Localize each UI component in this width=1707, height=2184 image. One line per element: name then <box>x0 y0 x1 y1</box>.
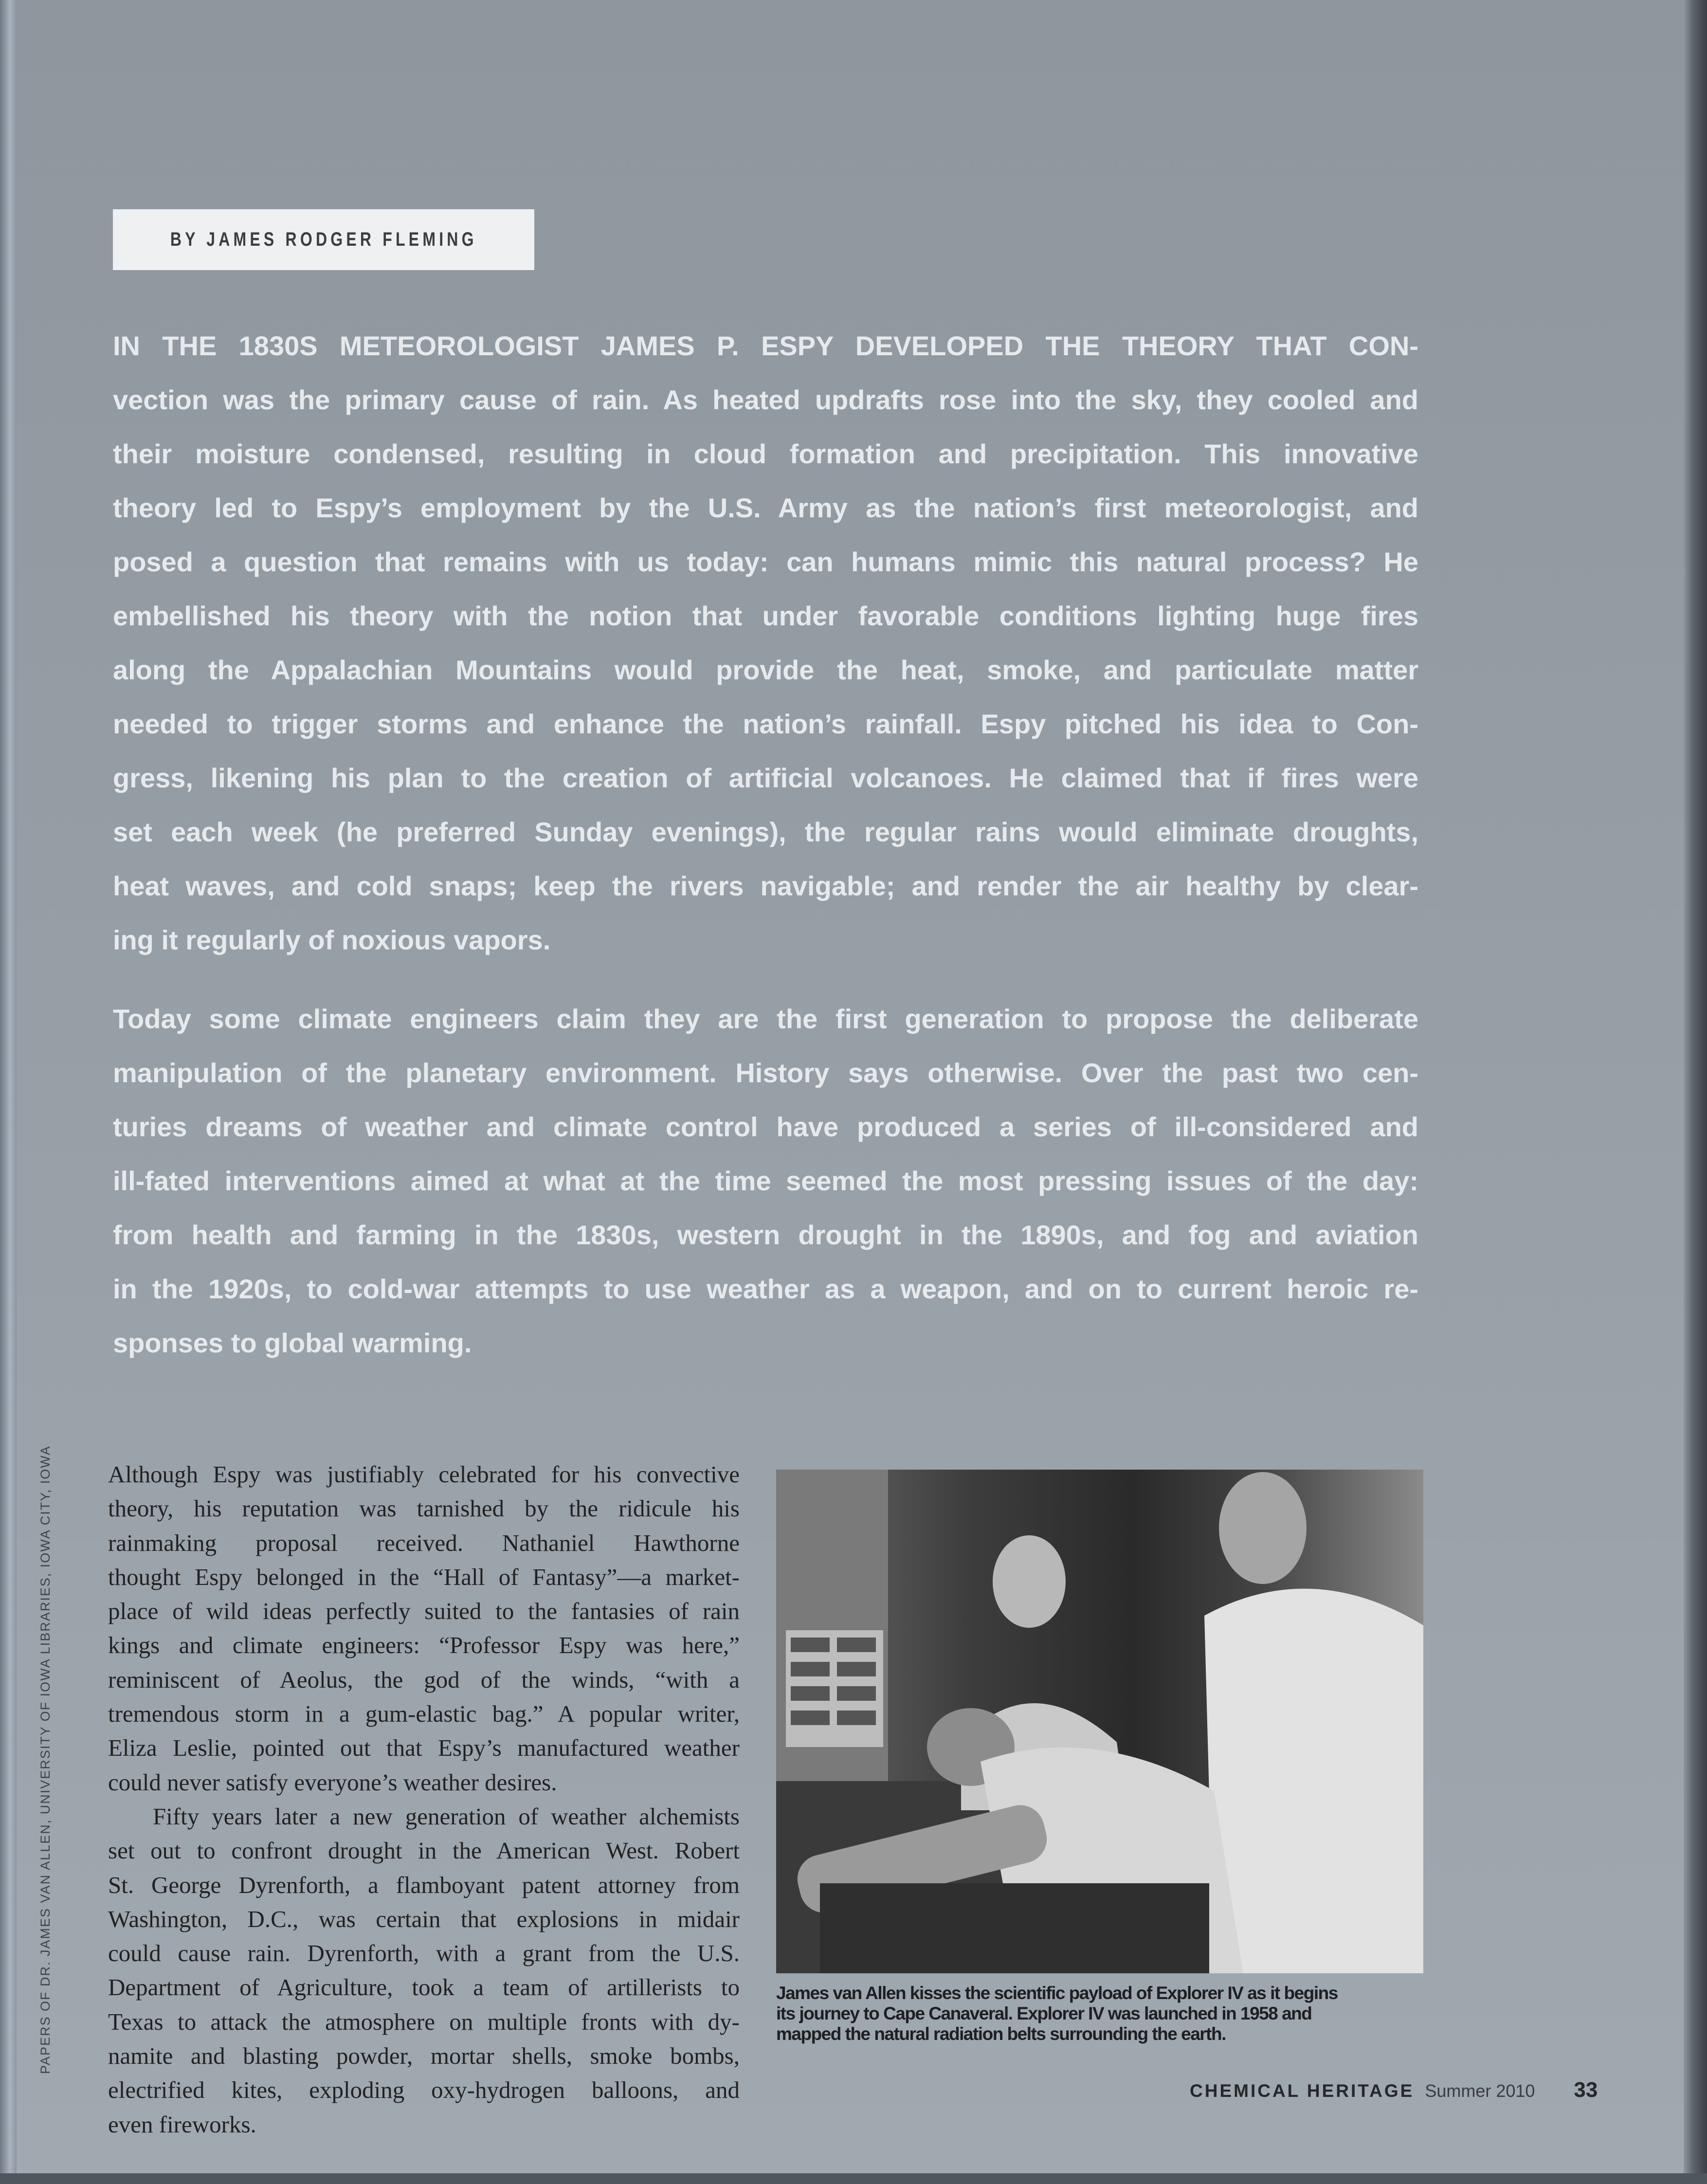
caption-line: mapped the natural radiation belts surrounding the earth. <box>776 2024 1226 2044</box>
text-line: Fifty years later a new generation of weather alchemists <box>153 1802 740 1830</box>
text-line: reminiscent of Aeolus, the god of the winds, “with a <box>108 1666 740 1693</box>
byline: BY JAMES RODGER FLEMING <box>170 229 477 250</box>
text-line: namite and blasting powder, mortar shells, smoke bombs, <box>108 2042 740 2070</box>
text-line: kings and climate engineers: “Professor Espy was here,” <box>108 1632 740 1659</box>
text-line: set out to confront drought in the American West. Robert <box>108 1837 740 1864</box>
photo-caption <box>776 1983 1418 2044</box>
text-line: could never satisfy everyone’s weather desires. <box>108 1768 557 1796</box>
text-line: ill-fated interventions aimed at what at the time seemed the most pressing issues of the day: <box>113 1165 1418 1196</box>
page-footer <box>1190 2078 1598 2107</box>
photo-credit: PAPERS OF DR. JAMES VAN ALLEN, UNIVERSITY OF IOWA LIBRARIES, IOWA CITY, IOWA <box>38 1445 53 2074</box>
page-edge <box>1684 0 1707 2184</box>
page-edge-bottom <box>0 2173 1707 2184</box>
binding-gutter <box>0 0 17 2184</box>
text-line: electrified kites, exploding oxy-hydrogen balloons, and <box>108 2076 740 2104</box>
text-line: place of wild ideas perfectly suited to the fantasies of rain <box>108 1598 740 1625</box>
text-line: could cause rain. Dyrenforth, with a grant from the U.S. <box>108 1940 740 1967</box>
text-line: sponses to global warming. <box>113 1328 472 1358</box>
text-line: thought Espy belonged in the “Hall of Fantasy”—a market- <box>108 1563 740 1590</box>
text-line: manipulation of the planetary environment. History says otherwise. Over the past two cen- <box>113 1057 1418 1088</box>
caption-line: its journey to Cape Canaveral. Explorer IV was launched in 1958 and <box>776 2003 1312 2023</box>
photo-van-allen-explorer-iv <box>776 1470 1423 1973</box>
text-line: theory led to Espy’s employment by the U.S. Army as the nation’s first meteorologist, and <box>113 492 1418 523</box>
text-line: Washington, D.C., was certain that explosions in midair <box>108 1905 740 1932</box>
text-line: rainmaking proposal received. Nathaniel Hawthorne <box>108 1529 740 1556</box>
lead-paragraph-1 <box>113 319 1418 967</box>
text-line: tremendous storm in a gum-elastic bag.” A popular writer, <box>108 1700 740 1728</box>
text-line: from health and farming in the 1830s, western drought in the 1890s, and fog and aviation <box>113 1219 1418 1250</box>
text-line: needed to trigger storms and enhance the nation’s rainfall. Espy pitched his idea to Con- <box>113 709 1418 739</box>
byline-box <box>113 209 534 270</box>
text-line: IN THE 1830S METEOROLOGIST JAMES P. ESPY DEVELOPED THE THEORY THAT CON- <box>113 330 1418 361</box>
issue-date: Summer 2010 <box>1425 2081 1535 2101</box>
text-line: Texas to attack the atmosphere on multiple fronts with dy- <box>108 2008 740 2035</box>
magazine-title: CHEMICAL HERITAGE <box>1190 2081 1415 2101</box>
text-line: Department of Agriculture, took a team of artillerists to <box>108 1974 740 2001</box>
text-line: along the Appalachian Mountains would provide the heat, smoke, and particulate matter <box>113 655 1418 685</box>
text-line: in the 1920s, to cold-war attempts to use weather as a weapon, and on to current heroic re- <box>113 1274 1418 1304</box>
caption-line: James van Allen kisses the scientific payload of Explorer IV as it begins <box>776 1983 1338 2003</box>
text-line: gress, likening his plan to the creation of artificial volcanoes. He claimed that if fires were <box>113 763 1418 793</box>
text-line: St. George Dyrenforth, a flamboyant patent attorney from <box>108 1871 740 1898</box>
text-line: posed a question that remains with us today: can humans mimic this natural process? He <box>113 546 1418 577</box>
text-line: heat waves, and cold snaps; keep the rivers navigable; and render the air healthy by clear- <box>113 871 1418 901</box>
text-line: their moisture condensed, resulting in cloud formation and precipitation. This innovative <box>113 438 1418 469</box>
text-line: theory, his reputation was tarnished by the ridicule his <box>108 1495 740 1522</box>
text-line: even fireworks. <box>108 2111 256 2138</box>
text-line: Eliza Leslie, pointed out that Espy’s manufactured weather <box>108 1734 740 1762</box>
text-line: Today some climate engineers claim they are the first generation to propose the deliberate <box>113 1003 1418 1034</box>
text-line: embellished his theory with the notion that under favorable conditions lighting huge fires <box>113 601 1418 631</box>
text-line: turies dreams of weather and climate control have produced a series of ill-considered and <box>113 1111 1418 1142</box>
text-line: ing it regularly of noxious vapors. <box>113 925 551 955</box>
lead-paragraph-2 <box>113 992 1418 1370</box>
body-column <box>108 1457 740 2142</box>
text-line: vection was the primary cause of rain. As heated updrafts rose into the sky, they cooled and <box>113 384 1418 415</box>
text-line: set each week (he preferred Sunday evenings), the regular rains would eliminate droughts, <box>113 817 1418 847</box>
text-line: Although Espy was justifiably celebrated for his convective <box>108 1461 740 1488</box>
page-number: 33 <box>1574 2078 1598 2102</box>
